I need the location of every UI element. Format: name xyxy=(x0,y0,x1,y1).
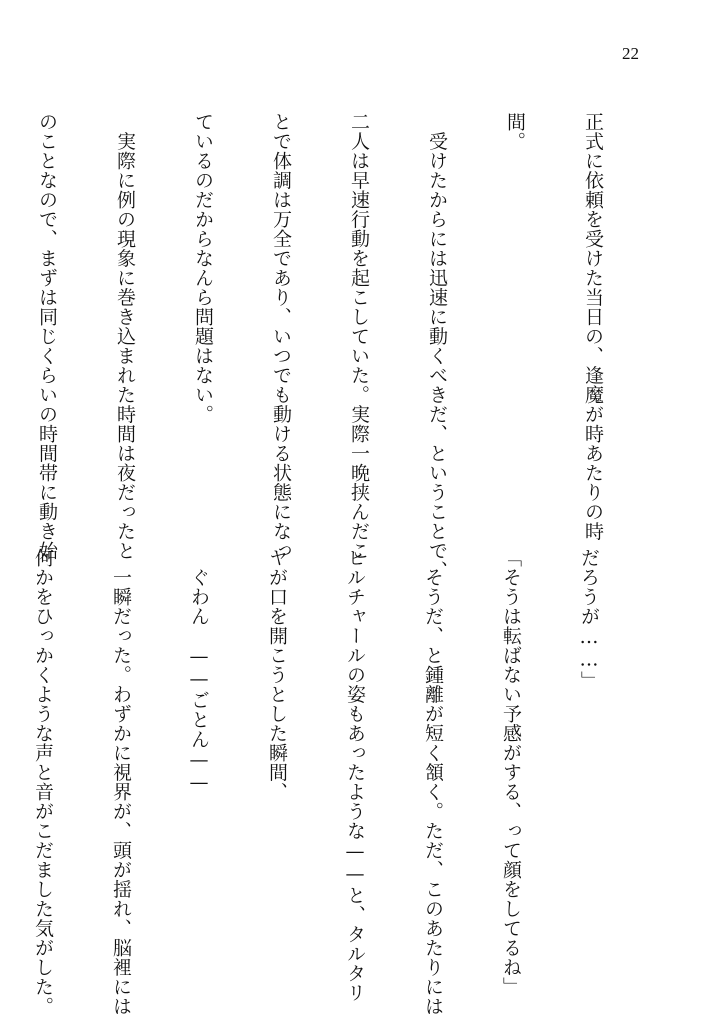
text-line: 一瞬だった。わずかに視界が、頭が揺れ、脳裡には xyxy=(110,548,132,1016)
page-number: 22 xyxy=(622,44,639,63)
text-line: 「そうは転ばない予感がする、って顔をしてるね」 xyxy=(500,548,522,997)
text-block-top xyxy=(0,112,658,580)
text-line: そうだ、と鍾離が短く頷く。ただ、このあたりには xyxy=(422,548,444,1016)
text-line: 何かをひっかくような声と音がこだました気がした。 xyxy=(32,548,54,1016)
text-line: 間。 xyxy=(504,112,526,151)
text-line: とで体調は万全であり、いつでも動ける状態になっ xyxy=(270,112,292,561)
text-block-bottom xyxy=(0,548,654,1016)
text-line: 正式に依頼を受けた当日の、逢魔が時あたりの時 xyxy=(582,112,604,541)
text-line: 実際に例の現象に巻き込まれた時間は夜だったと xyxy=(114,112,136,561)
text-line: ぐわん ——ごとん—— xyxy=(188,548,210,794)
text-line: 受けたからには迅速に動くべきだ、ということで、 xyxy=(426,112,448,580)
text-line: だろうが……」 xyxy=(578,548,600,691)
text-line: 二人は早速行動を起こしていた。実際一晩挟んだこ xyxy=(348,112,370,561)
text-line: ヤが口を開こうとした瞬間、 xyxy=(266,548,288,802)
text-line: のことなので、まずは同じくらいの時間帯に動き始 xyxy=(36,112,58,561)
text-line: ているのだからなんら問題はない。 xyxy=(192,112,214,424)
text-line: ヒルチャールの姿もあったような——と、タルタリ xyxy=(344,548,366,1003)
